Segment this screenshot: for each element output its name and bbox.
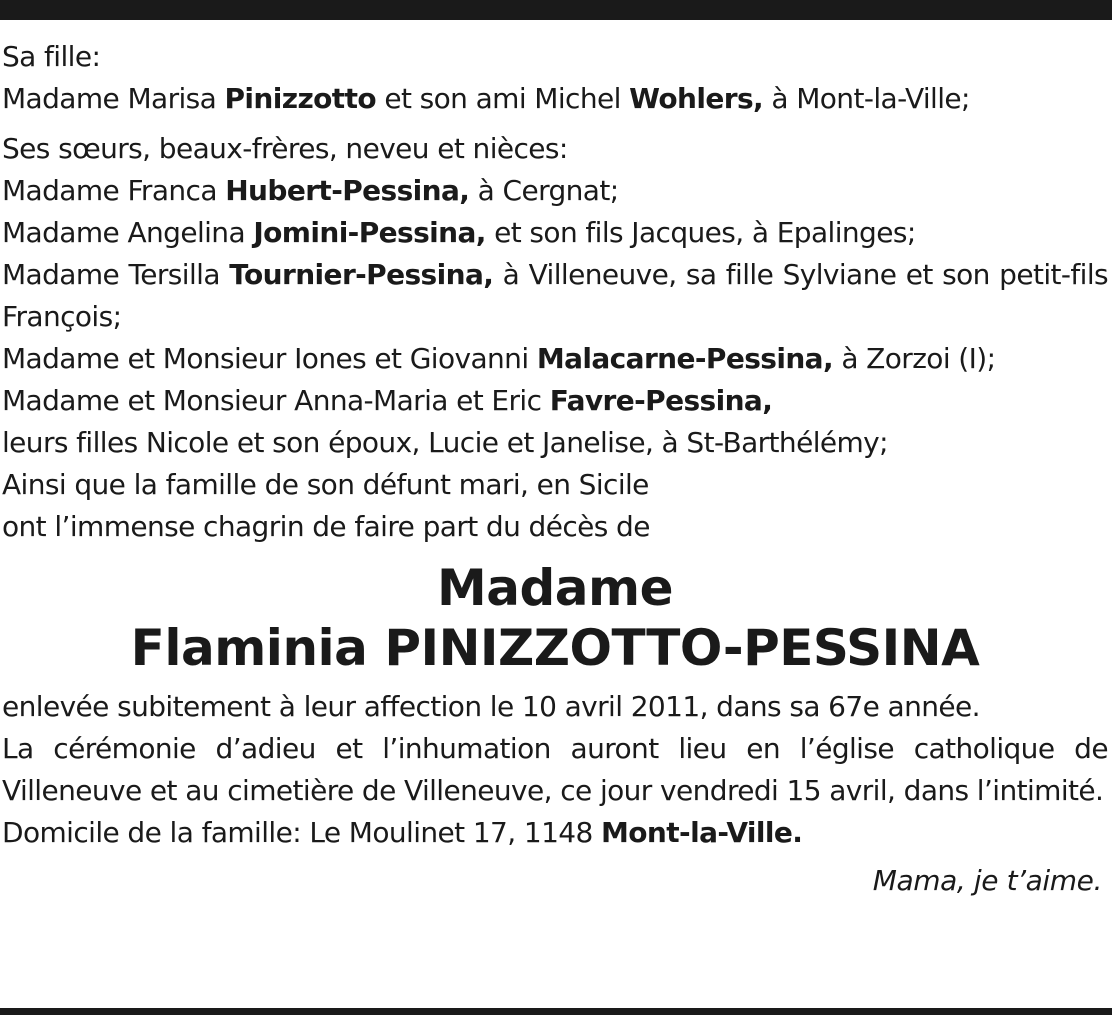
deceased-name-block <box>2 558 1108 678</box>
daughter-line <box>2 78 1108 120</box>
family-section <box>2 128 1108 548</box>
member-location: à Zorzoi (I); <box>833 342 996 375</box>
death-line: enlevée subitement à leur affection le 10 avril 2011, dans sa 67e année. <box>2 690 980 723</box>
domicile-place: Mont-la-Ville. <box>601 816 803 849</box>
daughter-given-name: Madame Marisa <box>2 82 225 115</box>
member-surname: Favre-Pessina, <box>549 384 773 417</box>
obituary-notice <box>2 36 1108 902</box>
family-member <box>2 338 1108 380</box>
closing-dedication: Mama, je t’aime. <box>872 864 1102 897</box>
daughter-section <box>2 36 1108 120</box>
member-given-name: Madame et Monsieur Iones et Giovanni <box>2 342 537 375</box>
ceremony-text: La cérémonie d’adieu et l’inhumation auront lieu en l’église catholique de Villeneuve et au cimetière de Villeneuve, ce jour vendredi 15 avril, dans l’intimité. <box>2 732 1108 807</box>
family-member <box>2 170 1108 212</box>
member-given-name: Madame Tersilla <box>2 258 230 291</box>
details-section <box>2 686 1108 854</box>
domicile-line <box>2 812 1108 854</box>
bottom-rule <box>0 1008 1112 1015</box>
family-member <box>2 380 1108 422</box>
member-surname: Jomini-Pessina, <box>253 216 486 249</box>
member-given-name: Madame Angelina <box>2 216 254 249</box>
daughter-location: à Mont-la-Ville; <box>763 82 970 115</box>
daughter-partner-text: et son ami Michel <box>376 82 630 115</box>
family-label: Ses sœurs, beaux-frères, neveu et nièces: <box>2 132 568 165</box>
member-given-name: Madame Franca <box>2 174 226 207</box>
member-given-name: Madame et Monsieur Anna-Maria et Eric <box>2 384 550 417</box>
member-surname: Malacarne-Pessina, <box>536 342 834 375</box>
daughter-label: Sa fille: <box>2 40 101 73</box>
family-member <box>2 212 1108 254</box>
deceased-full-name: Flaminia PINIZZOTTO-PESSINA <box>130 619 980 677</box>
daughter-surname: Pinizzotto <box>224 82 377 115</box>
member-surname: Tournier-Pessina, <box>229 258 494 291</box>
family-extra-line: leurs filles Nicole et son époux, Lucie et Janelise, à St-Barthélémy; <box>2 426 888 459</box>
family-member <box>2 254 1108 338</box>
top-rule <box>0 0 1112 20</box>
member-location: à Cergnat; <box>469 174 619 207</box>
domicile-address: Domicile de la famille: Le Moulinet 17, 1148 <box>2 816 602 849</box>
member-surname: Hubert-Pessina, <box>225 174 470 207</box>
announcement-line: ont l’immense chagrin de faire part du décès de <box>2 510 650 543</box>
member-location: et son fils Jacques, à Epalinges; <box>485 216 916 249</box>
section-gap <box>2 120 1108 128</box>
in-laws-line: Ainsi que la famille de son défunt mari, en Sicile <box>2 468 649 501</box>
partner-surname: Wohlers, <box>629 82 764 115</box>
member-location: à Villeneuve, sa fille Sylviane et son petit-fils François; <box>2 258 1109 333</box>
deceased-title: Madame <box>436 559 674 617</box>
